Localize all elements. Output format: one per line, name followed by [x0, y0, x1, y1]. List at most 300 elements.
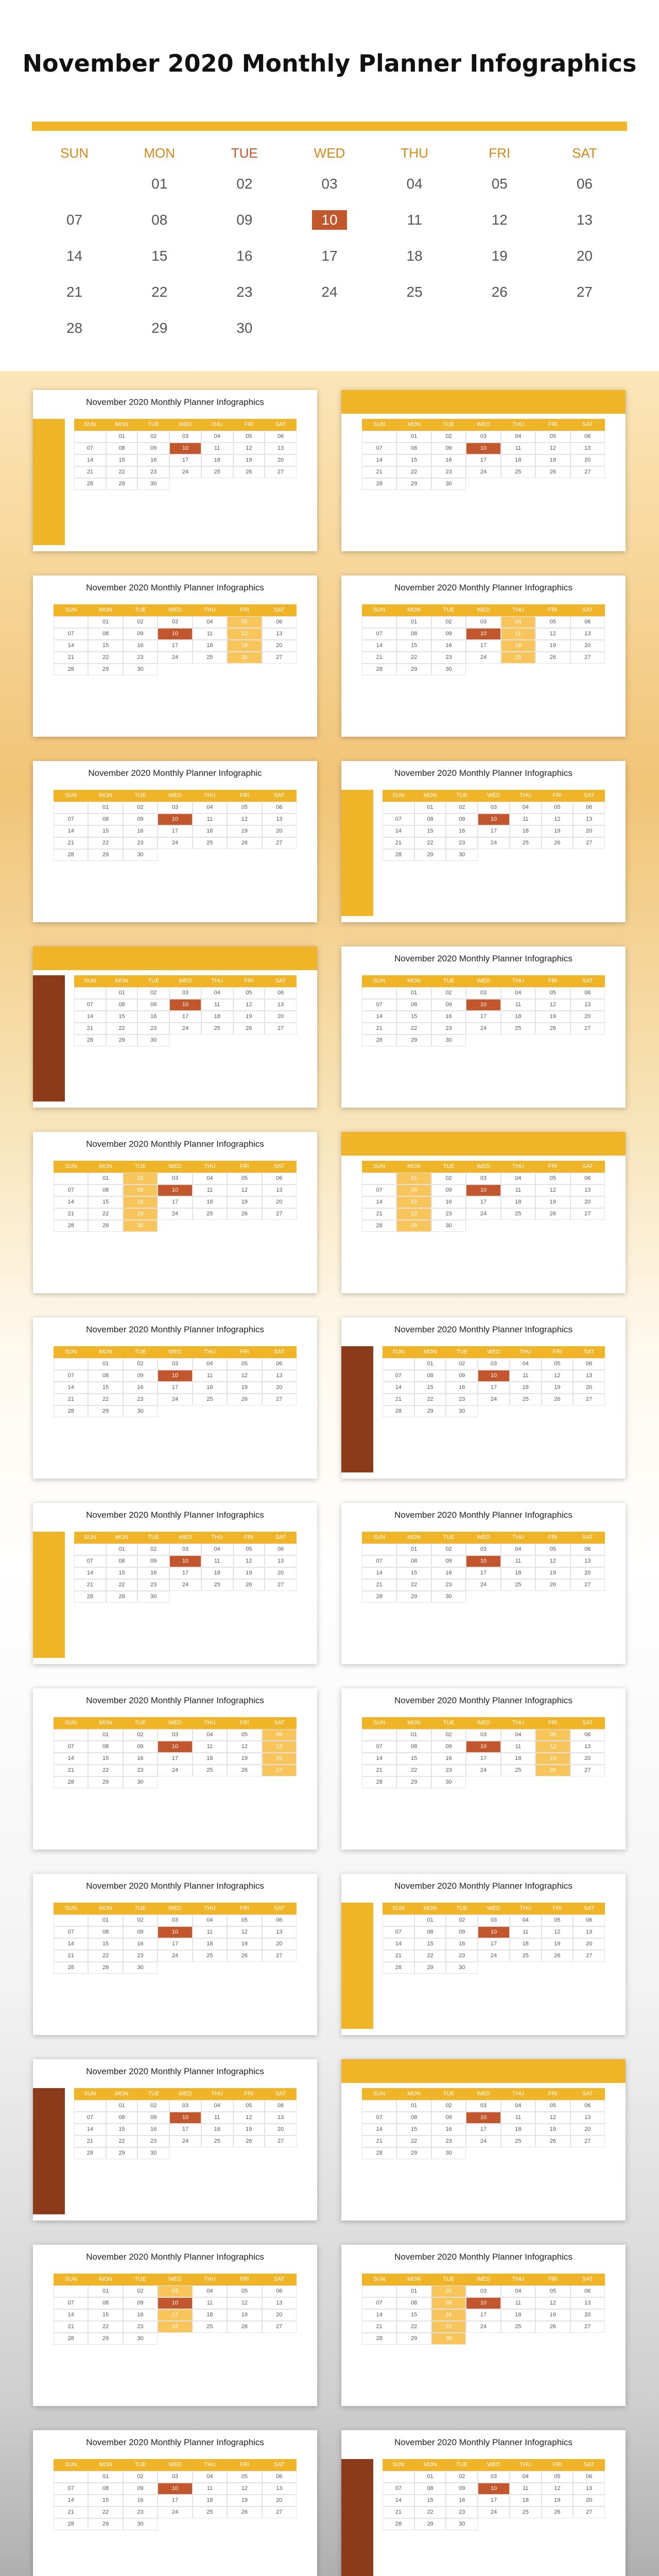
- hero-date-cell[interactable]: 15: [151, 248, 168, 264]
- thumbnail-date-cell: 07: [54, 2297, 88, 2309]
- thumbnail-date-cell: 03: [158, 2471, 192, 2483]
- thumbnail-day-header: SAT: [262, 2274, 297, 2285]
- thumbnail-date-cell: 26: [227, 2506, 262, 2518]
- template-thumbnail[interactable]: [341, 575, 626, 737]
- thumbnail-date-cell: 03: [478, 1358, 510, 1370]
- thumbnail-date-cell: 19: [542, 1938, 574, 1950]
- thumbnail-date-cell: 04: [201, 987, 233, 999]
- thumbnail-date-cell: 12: [535, 443, 570, 454]
- thumbnail-date-cell: 28: [74, 1035, 106, 1046]
- thumbnail-date-cell: 15: [88, 2309, 123, 2321]
- thumbnail-calendar: [362, 1717, 605, 1788]
- thumbnail-date-cell: 13: [262, 1741, 297, 1753]
- template-thumbnail[interactable]: [33, 1874, 317, 2035]
- thumbnail-date-cell: 18: [501, 2124, 535, 2136]
- thumbnail-date-cell: 07: [383, 2483, 414, 2495]
- template-thumbnail[interactable]: [33, 1503, 317, 1664]
- hero-date-cell[interactable]: 29: [151, 320, 168, 336]
- hero-date-cell[interactable]: 21: [66, 284, 83, 300]
- thumbnail-date-cell: 22: [396, 1208, 431, 1220]
- thumbnail-date-cell: 17: [158, 640, 192, 652]
- thumbnail-date-cell: 04: [193, 2285, 227, 2297]
- thumbnail-date-cell: 21: [362, 2321, 396, 2333]
- thumbnail-date-cell: 19: [227, 2309, 262, 2321]
- hero-date-highlight: 10: [312, 210, 346, 230]
- template-thumbnail[interactable]: [341, 946, 626, 1108]
- thumbnail-date-cell: 15: [414, 1938, 446, 1950]
- thumbnail-day-header: WED: [478, 1903, 510, 1914]
- hero-date-cell[interactable]: 27: [576, 284, 593, 300]
- thumbnail-date-cell: 12: [535, 628, 570, 640]
- thumbnail-date-cell: 24: [478, 1950, 510, 1962]
- thumbnail-date-cell: 17: [158, 1196, 192, 1208]
- hero-date-cell[interactable]: 13: [576, 212, 593, 228]
- thumbnail-date-cell: 07: [362, 2297, 396, 2309]
- thumbnail-date-cell: 19: [227, 1938, 262, 1950]
- thumbnail-date-cell: 11: [501, 443, 535, 454]
- thumbnail-day-header: THU: [201, 419, 233, 431]
- thumbnail-day-header: FRI: [535, 2274, 570, 2285]
- thumbnail-date-cell: 23: [446, 1394, 478, 1405]
- hero-date-cell[interactable]: [287, 202, 372, 238]
- hero-date-cell[interactable]: 17: [321, 248, 338, 264]
- thumbnail-date-cell: 24: [466, 1023, 500, 1035]
- thumbnail-date-cell: 03: [478, 802, 510, 814]
- thumbnail-date-cell: 14: [383, 825, 414, 837]
- thumbnail-date-cell: 26: [227, 1208, 262, 1220]
- thumbnail-date-cell: 15: [106, 1011, 138, 1023]
- thumbnail-date-cell: 11: [510, 1370, 542, 1382]
- thumbnail-date-cell: 07: [54, 1370, 88, 1382]
- thumbnail-date-cell: 25: [193, 1394, 227, 1405]
- thumbnail-date-cell: 16: [123, 825, 158, 837]
- thumbnail-date-cell: 21: [54, 2321, 88, 2333]
- thumbnail-date-cell: 01: [88, 1914, 123, 1926]
- template-thumbnail[interactable]: [33, 1132, 317, 1293]
- thumbnail-day-header: SAT: [262, 1346, 297, 1358]
- thumbnail-date-cell: 07: [383, 1926, 414, 1938]
- thumbnail-date-cell: 06: [265, 2100, 297, 2112]
- thumbnail-date-cell: 30: [446, 849, 478, 861]
- thumbnail-date-cell: 30: [431, 1591, 466, 1603]
- thumbnail-day-header: FRI: [535, 1161, 570, 1173]
- thumbnail-date-cell: 22: [106, 2136, 138, 2147]
- thumbnail-date-cell: 19: [233, 1567, 265, 1579]
- thumbnail-date-cell: 20: [573, 1382, 605, 1394]
- thumbnail-date-cell: 13: [570, 443, 605, 454]
- thumbnail-date-cell: 11: [510, 2483, 542, 2495]
- thumbnail-date-cell: 20: [570, 1567, 605, 1579]
- hero-date-cell[interactable]: 28: [66, 320, 83, 336]
- thumbnail-date-cell: 16: [446, 2495, 478, 2506]
- thumbnail-date-cell: 23: [123, 2321, 158, 2333]
- hero-date-cell[interactable]: 30: [236, 320, 253, 336]
- thumbnail-date-cell: 26: [233, 1579, 265, 1591]
- thumbnail-date-cell: 21: [362, 1208, 396, 1220]
- thumbnail-day-header: FRI: [542, 2459, 574, 2471]
- thumbnail-header-band: [341, 1132, 626, 1156]
- hero-date-cell[interactable]: 19: [491, 248, 508, 264]
- thumbnail-date-cell: 28: [362, 478, 396, 490]
- thumbnail-date-cell: 10: [466, 628, 500, 640]
- thumbnail-date-cell: 30: [137, 478, 169, 490]
- hero-date-cell[interactable]: 02: [236, 176, 253, 192]
- thumbnail-date-cell: 21: [383, 1950, 414, 1962]
- thumbnail-date-cell: 21: [74, 466, 106, 478]
- thumbnail-side-strip: [341, 1903, 373, 2029]
- thumbnail-date-cell: 04: [501, 1544, 535, 1555]
- template-thumbnail[interactable]: [33, 1317, 317, 1479]
- template-thumbnail[interactable]: [341, 1132, 626, 1293]
- thumbnail-day-header: SUN: [362, 2274, 396, 2285]
- thumbnail-date-cell: 14: [383, 2495, 414, 2506]
- thumbnail-title: November 2020 Monthly Planner Infographics: [86, 1881, 264, 1891]
- thumbnail-date-cell: 28: [54, 1962, 88, 1974]
- thumbnail-date-cell: 22: [414, 2506, 446, 2518]
- thumbnail-date-cell: [362, 431, 396, 443]
- thumbnail-date-cell: 23: [431, 2136, 466, 2147]
- thumbnail-date-cell: 07: [362, 1555, 396, 1567]
- hero-date-cell[interactable]: 08: [151, 212, 168, 228]
- thumbnail-date-cell: 01: [396, 1729, 431, 1741]
- thumbnail-date-cell: 16: [123, 1753, 158, 1765]
- thumbnail-date-cell: 03: [466, 616, 500, 628]
- thumbnail-date-cell: [74, 431, 106, 443]
- thumbnail-day-header: WED: [158, 1717, 192, 1729]
- thumbnail-date-cell: 21: [383, 2506, 414, 2518]
- thumbnail-date-cell: 12: [535, 1741, 570, 1753]
- thumbnail-date-cell: 23: [431, 1579, 466, 1591]
- hero-date-cell[interactable]: 05: [491, 176, 508, 192]
- thumbnail-date-cell: 13: [262, 2483, 297, 2495]
- thumbnail-date-cell: 02: [137, 1544, 169, 1555]
- thumbnail-calendar: [383, 2459, 605, 2530]
- thumbnail-date-cell: 16: [431, 1753, 466, 1765]
- thumbnail-date-cell: 14: [362, 2124, 396, 2136]
- hero-date-cell[interactable]: 18: [406, 248, 423, 264]
- thumbnail-day-header: FRI: [535, 975, 570, 987]
- hero-date-cell[interactable]: 14: [66, 248, 83, 264]
- thumbnail-date-cell: 03: [466, 1173, 500, 1184]
- thumbnail-date-cell: 08: [414, 1926, 446, 1938]
- template-thumbnail[interactable]: [33, 2059, 317, 2221]
- thumbnail-day-header: TUE: [123, 1717, 158, 1729]
- template-thumbnail[interactable]: [341, 1503, 626, 1664]
- thumbnail-date-cell: 09: [123, 1370, 158, 1382]
- thumbnail-date-cell: 15: [88, 825, 123, 837]
- thumbnail-date-cell: 10: [478, 1370, 510, 1382]
- hero-date-cell[interactable]: 07: [66, 212, 83, 228]
- template-thumbnail[interactable]: [341, 1688, 626, 1850]
- thumbnail-date-cell: 06: [570, 2285, 605, 2297]
- thumbnail-date-cell: [362, 1173, 396, 1184]
- thumbnail-date-cell: 13: [570, 2297, 605, 2309]
- template-thumbnail[interactable]: [341, 2430, 626, 2576]
- thumbnail-date-cell: 16: [137, 2124, 169, 2136]
- thumbnail-date-cell: 16: [431, 1567, 466, 1579]
- thumbnail-day-header: MON: [88, 1161, 123, 1173]
- thumbnail-date-cell: 12: [227, 814, 262, 825]
- thumbnail-day-header: FRI: [535, 1532, 570, 1544]
- thumbnail-date-cell: 26: [535, 652, 570, 664]
- thumbnail-calendar: [383, 790, 605, 861]
- thumbnail-day-header: MON: [106, 1532, 138, 1544]
- thumbnail-day-header: MON: [88, 2274, 123, 2285]
- thumbnail-date-cell: [54, 1173, 88, 1184]
- thumbnail-date-cell: 07: [74, 999, 106, 1011]
- thumbnail-date-cell: 17: [466, 1753, 500, 1765]
- thumbnail-date-cell: 07: [362, 2112, 396, 2124]
- thumbnail-date-cell: 05: [535, 1729, 570, 1741]
- thumbnail-date-cell: 12: [233, 999, 265, 1011]
- thumbnail-date-cell: 24: [169, 1579, 201, 1591]
- thumbnail-date-cell: 26: [233, 466, 265, 478]
- thumbnail-calendar: [362, 975, 605, 1046]
- hero-date-cell[interactable]: 09: [236, 212, 253, 228]
- hero-date-cell[interactable]: 11: [407, 212, 422, 228]
- template-thumbnail[interactable]: [341, 1874, 626, 2035]
- thumbnail-date-cell: 09: [137, 443, 169, 454]
- thumbnail-date-cell: 16: [123, 1938, 158, 1950]
- thumbnail-date-cell: 29: [88, 1405, 123, 1417]
- thumbnail-date-cell: 02: [123, 2471, 158, 2483]
- thumbnail-day-header: FRI: [535, 604, 570, 616]
- thumbnail-date-cell: 27: [265, 1579, 297, 1591]
- thumbnail-date-cell: 08: [396, 443, 431, 454]
- thumbnail-date-cell: 18: [193, 1196, 227, 1208]
- thumbnail-date-cell: 10: [478, 2483, 510, 2495]
- thumbnail-date-cell: 10: [478, 1926, 510, 1938]
- thumbnail-day-header: MON: [396, 2274, 431, 2285]
- thumbnail-calendar: [54, 2459, 297, 2530]
- thumbnail-date-cell: 02: [446, 2471, 478, 2483]
- thumbnail-day-header: SAT: [573, 2459, 605, 2471]
- hero-date-cell[interactable]: 16: [236, 248, 253, 264]
- thumbnail-date-cell: 24: [169, 2136, 201, 2147]
- hero-date-cell[interactable]: 23: [236, 284, 253, 300]
- thumbnail-date-cell: 22: [88, 1394, 123, 1405]
- thumbnail-date-cell: 19: [227, 2495, 262, 2506]
- hero-date-cell[interactable]: 26: [491, 284, 508, 300]
- thumbnail-calendar: [383, 1346, 605, 1417]
- template-thumbnail[interactable]: [33, 2245, 317, 2406]
- hero-date-cell[interactable]: 06: [576, 176, 593, 192]
- thumbnail-date-cell: 04: [193, 1914, 227, 1926]
- thumbnail-date-cell: 18: [201, 1567, 233, 1579]
- hero-date-cell[interactable]: 03: [321, 176, 338, 192]
- thumbnail-date-cell: 08: [88, 814, 123, 825]
- thumbnail-date-cell: 24: [478, 837, 510, 849]
- thumbnail-date-cell: 29: [414, 1962, 446, 1974]
- template-thumbnail[interactable]: [341, 2059, 626, 2221]
- thumbnail-day-header: MON: [396, 1532, 431, 1544]
- thumbnail-date-cell: 01: [396, 1173, 431, 1184]
- thumbnail-date-cell: 07: [362, 628, 396, 640]
- template-thumbnail[interactable]: [341, 390, 626, 551]
- thumbnail-header-band: [33, 946, 317, 970]
- thumbnail-day-header: TUE: [446, 1346, 478, 1358]
- thumbnail-date-cell: 05: [227, 2471, 262, 2483]
- thumbnail-date-cell: 11: [501, 1184, 535, 1196]
- thumbnail-date-cell: 06: [262, 616, 297, 628]
- thumbnail-date-cell: 02: [123, 1914, 158, 1926]
- thumbnail-day-header: TUE: [137, 2088, 169, 2100]
- thumbnail-date-cell: 22: [88, 1765, 123, 1776]
- thumbnail-date-cell: 18: [193, 2495, 227, 2506]
- thumbnail-date-cell: 07: [74, 1555, 106, 1567]
- thumbnail-date-cell: 10: [158, 1370, 192, 1382]
- thumbnail-date-cell: 09: [137, 999, 169, 1011]
- thumbnail-day-header: SUN: [54, 1717, 88, 1729]
- thumbnail-date-cell: 20: [262, 2495, 297, 2506]
- thumbnail-date-cell: 29: [88, 2518, 123, 2530]
- thumbnail-date-cell: 01: [106, 1544, 138, 1555]
- thumbnail-date-cell: 25: [193, 1950, 227, 1962]
- thumbnail-date-cell: 10: [158, 1926, 192, 1938]
- thumbnail-date-cell: 26: [535, 1023, 570, 1035]
- hero-date-cell[interactable]: 24: [321, 284, 338, 300]
- thumbnail-date-cell: 07: [362, 1741, 396, 1753]
- thumbnail-date-cell: 27: [573, 2506, 605, 2518]
- thumbnail-date-cell: 08: [396, 1555, 431, 1567]
- thumbnail-date-cell: 16: [431, 454, 466, 466]
- thumbnail-date-cell: 18: [201, 454, 233, 466]
- thumbnail-day-header: THU: [193, 1346, 227, 1358]
- thumbnail-date-cell: 27: [262, 1765, 297, 1776]
- thumbnail-date-cell: 27: [265, 466, 297, 478]
- thumbnail-day-header: FRI: [227, 1903, 262, 1914]
- template-thumbnail[interactable]: [33, 761, 317, 922]
- thumbnail-date-cell: 02: [431, 2285, 466, 2297]
- thumbnail-date-cell: 11: [501, 1555, 535, 1567]
- thumbnail-date-cell: 17: [169, 2124, 201, 2136]
- thumbnail-day-header: MON: [88, 1903, 123, 1914]
- thumbnail-date-cell: 17: [466, 640, 500, 652]
- thumbnail-date-cell: 10: [158, 814, 192, 825]
- hero-date-cell[interactable]: 12: [491, 212, 508, 228]
- thumbnail-date-cell: 18: [501, 640, 535, 652]
- thumbnail-date-cell: 28: [383, 1962, 414, 1974]
- thumbnail-date-cell: 15: [396, 1567, 431, 1579]
- thumbnail-title: November 2020 Monthly Planner Infographics: [86, 1696, 264, 1705]
- template-thumbnail[interactable]: [33, 575, 317, 737]
- thumbnail-date-cell: 13: [265, 2112, 297, 2124]
- thumbnail-day-header: FRI: [227, 604, 262, 616]
- thumbnail-date-cell: 30: [137, 1035, 169, 1046]
- thumbnail-date-cell: 25: [510, 2506, 542, 2518]
- thumbnail-date-cell: 05: [227, 1358, 262, 1370]
- thumbnail-date-cell: 24: [158, 837, 192, 849]
- hero-date-cell[interactable]: 04: [406, 176, 423, 192]
- hero-date-cell[interactable]: 20: [576, 248, 593, 264]
- thumbnail-date-cell: 24: [466, 1765, 500, 1776]
- thumbnail-date-cell: 10: [466, 2297, 500, 2309]
- hero-date-cell[interactable]: 22: [151, 284, 168, 300]
- thumbnail-date-cell: 26: [227, 652, 262, 664]
- template-thumbnail[interactable]: [341, 761, 626, 922]
- thumbnail-day-header: FRI: [542, 1903, 574, 1914]
- thumbnail-date-cell: 16: [431, 2309, 466, 2321]
- thumbnail-date-cell: 26: [535, 1579, 570, 1591]
- thumbnail-calendar: [362, 1532, 605, 1603]
- thumbnail-date-cell: 01: [396, 2285, 431, 2297]
- template-thumbnail[interactable]: [33, 390, 317, 551]
- thumbnail-day-header: THU: [510, 1903, 542, 1914]
- thumbnail-date-cell: 25: [501, 1023, 535, 1035]
- thumbnail-date-cell: 02: [137, 431, 169, 443]
- thumbnail-date-cell: 14: [383, 1938, 414, 1950]
- thumbnail-date-cell: 22: [88, 652, 123, 664]
- thumbnail-date-cell: 29: [414, 1405, 446, 1417]
- thumbnail-date-cell: [54, 1914, 88, 1926]
- thumbnail-date-cell: 20: [265, 454, 297, 466]
- thumbnail-date-cell: 02: [137, 987, 169, 999]
- thumbnail-date-cell: 07: [54, 814, 88, 825]
- thumbnail-day-header: WED: [169, 419, 201, 431]
- template-thumbnail[interactable]: [341, 2245, 626, 2406]
- thumbnail-date-cell: 04: [501, 616, 535, 628]
- thumbnail-calendar: [54, 1161, 297, 1232]
- thumbnail-date-cell: 06: [262, 1729, 297, 1741]
- thumbnail-date-cell: 08: [396, 628, 431, 640]
- thumbnail-date-cell: 28: [362, 1220, 396, 1232]
- thumbnail-day-header: THU: [510, 2459, 542, 2471]
- thumbnail-date-cell: 07: [383, 814, 414, 825]
- thumbnail-date-cell: 08: [88, 2297, 123, 2309]
- template-thumbnail[interactable]: [341, 1317, 626, 1479]
- thumbnail-date-cell: 03: [466, 1544, 500, 1555]
- thumbnail-date-cell: 04: [193, 616, 227, 628]
- thumbnail-date-cell: 19: [542, 825, 574, 837]
- thumbnail-date-cell: 17: [466, 1567, 500, 1579]
- thumbnail-day-header: TUE: [123, 1161, 158, 1173]
- template-thumbnail[interactable]: [33, 2430, 317, 2576]
- template-thumbnail[interactable]: [33, 1688, 317, 1850]
- hero-date-cell[interactable]: [32, 166, 117, 202]
- template-thumbnail[interactable]: [33, 946, 317, 1108]
- thumbnail-date-cell: 12: [542, 2483, 574, 2495]
- hero-date-cell[interactable]: 25: [406, 284, 423, 300]
- thumbnail-day-header: TUE: [431, 975, 466, 987]
- thumbnail-date-cell: 10: [169, 999, 201, 1011]
- hero-date-cell[interactable]: 01: [151, 176, 168, 192]
- hero-top: [0, 0, 659, 371]
- thumbnail-day-header: MON: [106, 2088, 138, 2100]
- thumbnail-date-cell: 09: [123, 2483, 158, 2495]
- thumbnail-date-cell: 23: [446, 1950, 478, 1962]
- thumbnail-date-cell: 29: [88, 2333, 123, 2345]
- thumbnail-date-cell: 13: [573, 1370, 605, 1382]
- thumbnail-day-header: SUN: [362, 419, 396, 431]
- thumbnail-date-cell: 14: [54, 825, 88, 837]
- thumbnail-date-cell: 16: [123, 2495, 158, 2506]
- thumbnail-date-cell: 24: [478, 1394, 510, 1405]
- thumbnail-date-cell: 29: [414, 849, 446, 861]
- thumbnail-date-cell: 02: [123, 1173, 158, 1184]
- thumbnail-date-cell: 08: [88, 1741, 123, 1753]
- thumbnail-date-cell: 06: [262, 2285, 297, 2297]
- thumbnail-day-header: THU: [193, 1161, 227, 1173]
- thumbnail-date-cell: 18: [510, 825, 542, 837]
- thumbnail-date-cell: 24: [158, 1950, 192, 1962]
- thumbnail-date-cell: 11: [201, 2112, 233, 2124]
- thumbnail-date-cell: 20: [570, 2124, 605, 2136]
- thumbnail-day-header: WED: [478, 790, 510, 802]
- thumbnail-day-header: SUN: [383, 790, 414, 802]
- thumbnail-date-cell: 28: [362, 664, 396, 675]
- thumbnail-date-cell: 22: [414, 1950, 446, 1962]
- thumbnail-date-cell: 27: [570, 1023, 605, 1035]
